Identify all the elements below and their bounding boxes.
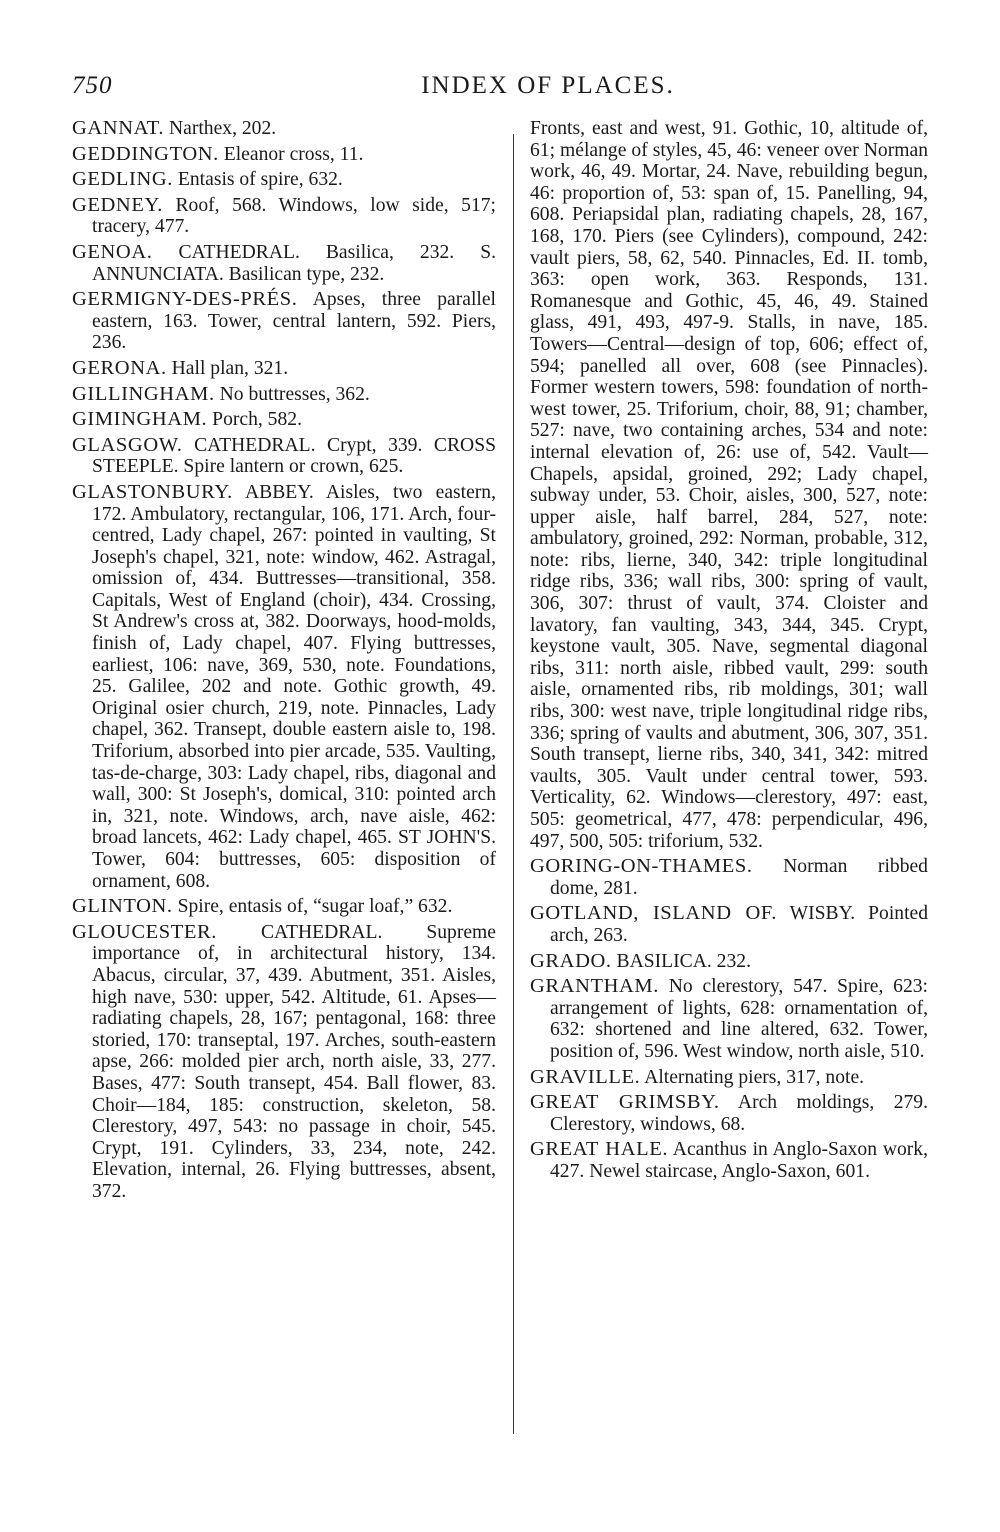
entry-text: CATHEDRAL. Basilica, 232. S. ANNUNCIATA. Basilican type, 232.	[92, 241, 496, 285]
entry-heading: GORING-ON-THAMES.	[530, 855, 753, 878]
entry-heading: GRADO.	[530, 949, 612, 972]
entry-heading: GIMINGHAM.	[72, 408, 208, 431]
entry-heading: GILLINGHAM.	[72, 382, 215, 405]
entry-heading: GLOUCESTER.	[72, 920, 217, 943]
entry-text: Arch moldings, 279. Clerestory, windows, 68.	[550, 1092, 928, 1135]
entry-text: Acanthus in Anglo-Saxon work, 427. Newel staircase, Anglo-Saxon, 601.	[550, 1139, 928, 1182]
entry-text: No buttresses, 362.	[219, 383, 370, 405]
index-entry	[72, 144, 496, 166]
entry-heading: GLASGOW.	[72, 433, 183, 456]
entry-heading: GRAVILLE.	[530, 1065, 641, 1088]
entry-text: Roof, 568. Windows, low side, 517; tracery, 477.	[92, 194, 496, 238]
entry-text: Hall plan, 321.	[171, 357, 289, 379]
index-entry	[530, 976, 928, 1062]
entry-text: WISBY. Pointed arch, 263.	[550, 903, 929, 946]
entry-text: Norman ribbed dome, 281.	[550, 856, 928, 899]
entry-text: Alternating piers, 317, note.	[644, 1066, 865, 1088]
entry-text: Fronts, east and west, 91. Gothic, 10, altitude of, 61; mélange of styles, 45, 46: veneer over Norman work, 46, 49. Mortar, 24. Nave, rebuilding begun, 46: proportion of, 53: span of, 15. Panelling, 94, 608. Periapsidal plan, radiating chapels, 28, 167, 168, 170. Piers (see Cylinders), compound, 242: vault piers, 58, 62, 540. Pinnacles, Ed. II. tomb, 363: open work, 363. Responds, 131. Romanesque and Gothic, 45, 46, 49. Stained glass, 491, 493, 497-9. Stalls, in nave, 185. Towers—Central—design of top, 606; effect of, 594; panelled all over, 608 (see Pinnacles). Former western towers, 598: foundation of north-west tower, 25. Triforium, choir, 88, 91; chamber, 527: nave, two containing arches, 534 and note: internal elevation of, 26: use of, 542. Vault—Chapels, apsidal, groined, 292; Lady chapel, subway under, 53. Choir, aisles, 300, 527, note: upper aisle, half barrel, 284, 527, note: ambulatory, groined, 292: Norman, probable, 312, note: ribs, lierne, 340, 342: triple longitudinal ridge ribs, 336; wall ribs, 300: spring of vault, 306, 307: thrust of vault, 374. Cloister and lavatory, fan vaulting, 343, 344, 345. Crypt, keystone vault, 305. Nave, segmental diagonal ribs, 311: north aisle, ribbed vault, 299: south aisle, ornamented ribs, rib moldings, 301; wall ribs, 300: west nave, triple longitudinal ridge ribs, 336; spring of vaults and abutment, 306, 307, 351. South transept, lierne ribs, 340, 341, 342: mitred vaults, 305. Vault under central tower, 593. Verticality, 62. Windows—clerestory, 497: east, 505: geometrical, 477, 478: perpendicular, 496, 497, 500, 505: triforium, 532.	[530, 118, 928, 852]
index-entry-continuation	[530, 118, 928, 852]
index-entry	[530, 903, 928, 946]
index-entry	[72, 195, 496, 238]
page-number: 750	[72, 72, 113, 99]
entry-heading: GANNAT.	[72, 117, 165, 139]
entry-heading: GENOA.	[72, 240, 153, 263]
entry-heading: GREAT HALE.	[530, 1138, 669, 1161]
entry-heading: GERMIGNY-DES-PRÉS.	[72, 288, 298, 311]
index-entry	[72, 384, 496, 406]
entry-text: Apses, three parallel eastern, 163. Tower, central lantern, 592. Piers, 236.	[92, 289, 496, 354]
entry-heading: GOTLAND, ISLAND OF.	[530, 902, 777, 925]
entry-text: Entasis of spire, 632.	[177, 169, 343, 191]
index-entry	[72, 289, 496, 354]
entry-heading: GREAT GRIMSBY.	[530, 1091, 720, 1114]
entry-text: CATHEDRAL. Supreme importance of, in architectural history, 134. Abacus, circular, 37, 439. Abutment, 351. Aisles, high nave, 530: upper, 542. Altitude, 61. Apses—radiating chapels, 28, 167; pentagonal, 168: three storied, 170: transeptal, 197. Arches, south-eastern apse, 266: molded pier arch, north aisle, 33, 277. Bases, 477: South transept, 454. Ball flower, 83. Choir—184, 185: construction, skeleton, 58. Clerestory, 497, 543: no passage in choir, 545. Crypt, 191. Cylinders, 33, 234, note, 242. Elevation, internal, 26. Flying buttresses, absent, 372.	[92, 921, 496, 1202]
entry-text: Spire, entasis of, “sugar loaf,” 632.	[177, 896, 453, 918]
entry-heading: GLASTONBURY.	[72, 480, 233, 503]
index-entry	[72, 118, 496, 140]
entry-text: CATHEDRAL. Crypt, 339. CROSS STEEPLE. Spire lantern or crown, 625.	[92, 434, 496, 478]
entry-text: ABBEY. Aisles, two eastern, 172. Ambulatory, rectangular, 106, 171. Arch, four-centred, Lady chapel, 267: pointed in vaulting, St Joseph's chapel, 321, note: window, 462. Astragal, omission of, 434. Buttresses—transitional, 358. Capitals, West of England (choir), 434. Crossing, St Andrew's cross at, 382. Doorways, hood-molds, finish of, Lady chapel, 407. Flying buttresses, earliest, 106: nave, 369, 530, note. Foundations, 25. Galilee, 202 and note. Gothic growth, 49. Original osier church, 219, note. Pinnacles, Lady chapel, 362. Transept, double eastern aisle to, 198. Triforium, absorbed into pier arcade, 535. Vaulting, tas-de-charge, 303: Lady chapel, ribs, diagonal and wall, 300: St Joseph's, domical, 310: pointed arch in, 321, note. Windows, arch, nave aisle, 462: broad lancets, 462: Lady chapel, 465. ST JOHN'S. Tower, 604: buttresses, 605: disposition of ornament, 608.	[92, 481, 496, 892]
index-entry	[530, 1067, 928, 1089]
column-divider	[513, 134, 514, 1434]
index-entry	[72, 242, 496, 285]
entry-heading: GEDNEY.	[72, 193, 163, 216]
index-entry	[530, 1139, 928, 1182]
index-entry	[72, 358, 496, 380]
entry-text: Porch, 582.	[212, 409, 302, 431]
left-column	[72, 118, 496, 1207]
index-entry	[530, 856, 928, 899]
index-entry	[72, 409, 496, 431]
index-entry	[530, 1092, 928, 1135]
entry-text: No clerestory, 547. Spire, 623: arrangement of lights, 628: ornamentation of, 632: shortened and line altered, 632. Tower, position of, 596. West window, north aisle, 510.	[550, 976, 928, 1062]
running-title: INDEX OF PLACES.	[421, 72, 675, 99]
right-column	[530, 118, 928, 1187]
entry-heading: GLINTON.	[72, 895, 173, 918]
index-entry	[72, 169, 496, 191]
entry-text: Eleanor cross, 11.	[223, 143, 364, 165]
entry-heading: GEDLING.	[72, 168, 174, 191]
entry-heading: GERONA.	[72, 356, 167, 379]
entry-text: BASILICA. 232.	[616, 950, 751, 972]
entry-text: Narthex, 202.	[168, 118, 277, 139]
index-entry	[72, 922, 496, 1203]
page-header	[72, 72, 944, 108]
index-entry	[72, 435, 496, 478]
index-entry	[72, 896, 496, 918]
index-entry	[72, 482, 496, 892]
index-entry	[530, 951, 928, 973]
entry-heading: GEDDINGTON.	[72, 142, 219, 165]
entry-heading: GRANTHAM.	[530, 975, 659, 998]
